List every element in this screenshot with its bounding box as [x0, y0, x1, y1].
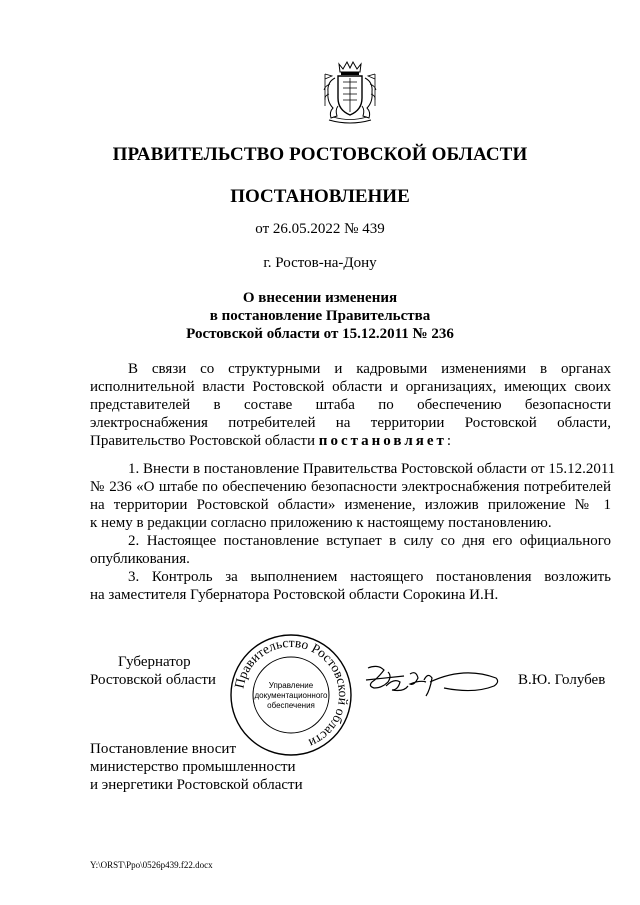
point-1-line: 1. Внести в постановление Правительства Ростовской области от 15.12.2011	[128, 461, 616, 477]
document-city: г. Ростов-на-Дону	[263, 255, 377, 271]
decree-points	[90, 460, 616, 604]
subject-line: в постановление Правительства	[209, 308, 431, 324]
preamble-line: представителей в составе штаба по обеспечению безопасности	[90, 397, 611, 413]
org-title: ПРАВИТЕЛЬСТВО РОСТОВСКОЙ ОБЛАСТИ	[112, 144, 528, 165]
decree-keyword: постановляет	[318, 433, 447, 449]
document-date-number: от 26.05.2022 № 439	[255, 221, 385, 237]
introduced-by-line: Постановление вносит	[90, 741, 237, 757]
point-2-line: опубликования.	[90, 551, 190, 567]
introduced-by-line: министерство промышленности	[90, 759, 296, 775]
preamble-paragraph	[90, 360, 611, 450]
preamble-suffix: :	[446, 433, 452, 449]
preamble-line-last	[90, 432, 611, 450]
preamble-prefix: Правительство Ростовской области	[90, 433, 319, 449]
preamble-line: электроснабжения потребителей на территории Ростовской области,	[90, 415, 611, 431]
point-3-line: на заместителя Губернатора Ростовской области Сорокина И.Н.	[90, 587, 499, 603]
point-2-line: 2. Настоящее постановление вступает в силу со дня его официального	[128, 533, 611, 549]
coat-of-arms-icon	[319, 60, 381, 126]
introduced-by-block	[90, 740, 303, 794]
stamp-inner-line: обеспечения	[267, 701, 315, 710]
point-1-line: № 236 «О штабе по обеспечению безопасности электроснабжения потребителей	[90, 479, 611, 495]
signer-position-line2: Ростовской области	[90, 672, 216, 688]
stamp-inner-line: Управление	[268, 681, 314, 690]
document-type: ПОСТАНОВЛЕНИЕ	[230, 186, 410, 207]
signer-position-line1: Губернатор	[118, 654, 191, 670]
preamble-line: В связи со структурными и кадровыми изменениями в органах	[128, 361, 611, 377]
point-1-line: на территории Ростовской области» изменение, изложив приложение № 1	[90, 497, 611, 513]
file-path-footer: Y:\ORST\Ppo\0526p439.f22.docx	[90, 860, 213, 870]
handwritten-signature	[364, 660, 504, 704]
preamble-line: исполнительной власти Ростовской области и организациях, имеющих своих	[90, 379, 611, 395]
introduced-by-line: и энергетики Ростовской области	[90, 777, 303, 793]
stamp-inner-line: документационного	[254, 691, 328, 700]
signer-name: В.Ю. Голубев	[518, 672, 606, 688]
subject-line: Ростовской области от 15.12.2011 № 236	[186, 326, 454, 342]
document-subject	[0, 289, 640, 343]
point-1-line: к нему в редакции согласно приложению к настоящему постановлению.	[90, 515, 552, 531]
subject-line: О внесении изменения	[242, 290, 398, 306]
stamp-outer-text-path: Правительство Ростовской области	[231, 634, 352, 752]
point-3-line: 3. Контроль за выполнением настоящего постановления возложить	[128, 569, 611, 585]
